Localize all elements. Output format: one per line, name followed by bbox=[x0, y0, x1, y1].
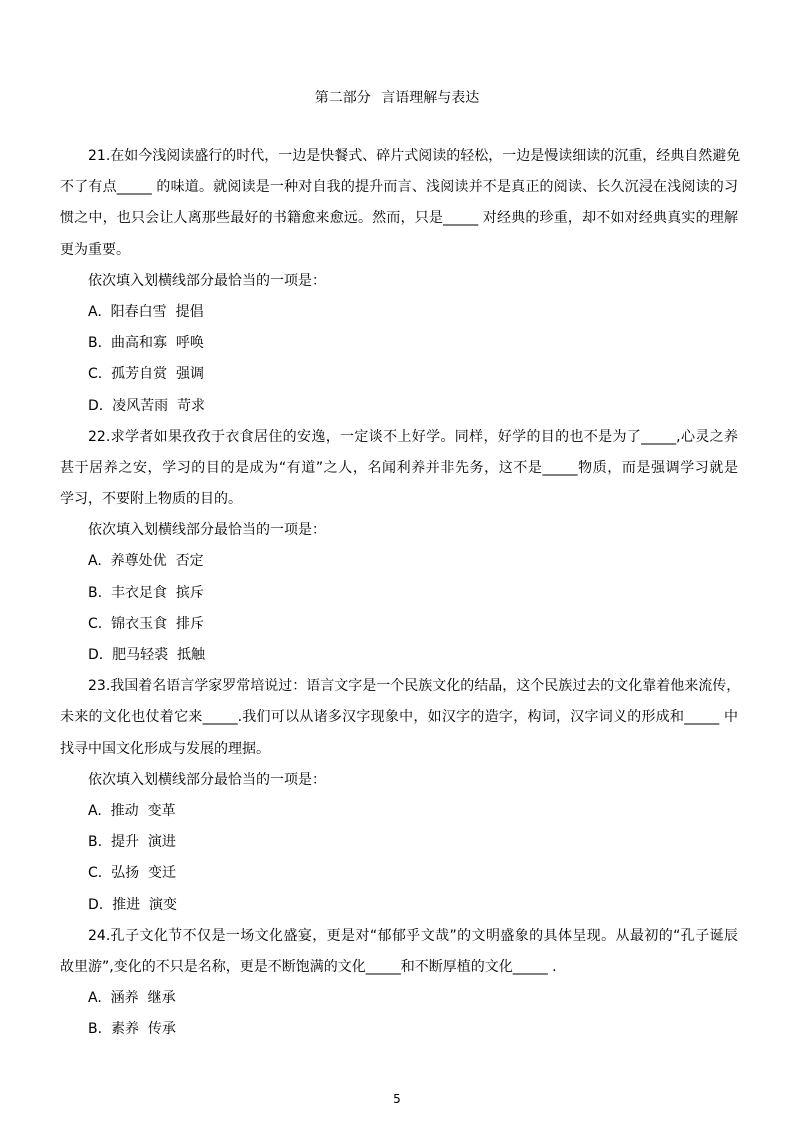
answer-option: B. 提升 演进 bbox=[88, 834, 176, 851]
document-body bbox=[60, 141, 741, 1045]
answer-option: D. 凌风苦雨 苛求 bbox=[88, 397, 206, 414]
answer-option: C. 弘扬 变迁 bbox=[88, 865, 177, 882]
question-text-line: 不了有点_____ 的味道。就阅读是一种对自我的提升而言、浅阅读并不是真正的阅读、长久沉浸在浅阅读的习 bbox=[60, 179, 738, 196]
answer-option: B. 素养 传承 bbox=[88, 1021, 176, 1038]
answer-option: B. 曲高和寡 呼唤 bbox=[88, 335, 204, 352]
section-title: 第二部分 言语理解与表达 bbox=[314, 90, 480, 106]
question-text-line: 学习，不要附上物质的目的。 bbox=[60, 491, 242, 508]
question-22 bbox=[60, 422, 738, 672]
question-24 bbox=[60, 921, 738, 1046]
question-text-line: 更为重要。 bbox=[60, 241, 130, 258]
question-text-line: 22.求学者如果孜孜于衣食居住的安逸，一定谈不上好学。同样，好学的目的也不是为了_____,心灵之养 bbox=[88, 428, 738, 445]
question-text-line: 24.孔子文化节不仅是一场文化盛宴，更是对“郁郁乎文哉”的文明盛象的具体呈现。从最初的“孔子诞辰 bbox=[88, 927, 738, 944]
question-21 bbox=[60, 141, 741, 422]
answer-option: A. 涵养 继承 bbox=[88, 990, 176, 1007]
answer-option: A. 阳春白雪 提倡 bbox=[88, 303, 204, 320]
answer-option: B. 丰衣足食 摈斥 bbox=[88, 584, 204, 601]
page-number: 5 bbox=[393, 1092, 401, 1106]
question-text-line: 甚于居养之安，学习的目的是成为“有道”之人，名闻利养并非先务，这不是_____物质，而是强调学习就是 bbox=[60, 459, 738, 476]
answer-option: A. 推动 变革 bbox=[88, 802, 176, 819]
question-text-line: 未来的文化也仗着它来_____.我们可以从诸多汉字现象中，如汉字的造字，构词，汉字词义的形成和_____ 中 bbox=[60, 709, 738, 726]
answer-option: D. 推进 演变 bbox=[88, 896, 178, 913]
answer-option: C. 锦衣玉食 排斥 bbox=[88, 615, 205, 632]
question-text-line: 找寻中国文化形成与发展的理据。 bbox=[60, 740, 270, 757]
question-text-line: 惯之中，也只会让人离那些最好的书籍愈来愈远。然而，只是_____ 对经典的珍重，却不如对经典真实的理解 bbox=[60, 210, 738, 227]
question-text-line: 故里游”,变化的不只是名称，更是不断饱满的文化_____和不断厚植的文化_____ . bbox=[60, 958, 557, 975]
question-text-line: 21.在如今浅阅读盛行的时代，一边是快餐式、碎片式阅读的轻松，一边是慢读细读的沉重，经典自然避免 bbox=[88, 148, 741, 164]
question-prompt: 依次填入划横线部分最恰当的一项是： bbox=[88, 771, 326, 788]
answer-option: A. 养尊处优 否定 bbox=[88, 553, 204, 570]
answer-option: C. 孤芳自赏 强调 bbox=[88, 366, 205, 383]
question-text-line: 23.我国着名语言学家罗常培说过：语言文字是一个民族文化的结晶，这个民族过去的文化靠着他来流传， bbox=[88, 678, 741, 695]
question-23 bbox=[60, 671, 741, 921]
answer-option: D. 肥马轻裘 抵触 bbox=[88, 647, 206, 663]
question-prompt: 依次填入划横线部分最恰当的一项是： bbox=[88, 522, 326, 539]
question-prompt: 依次填入划横线部分最恰当的一项是： bbox=[88, 272, 326, 289]
